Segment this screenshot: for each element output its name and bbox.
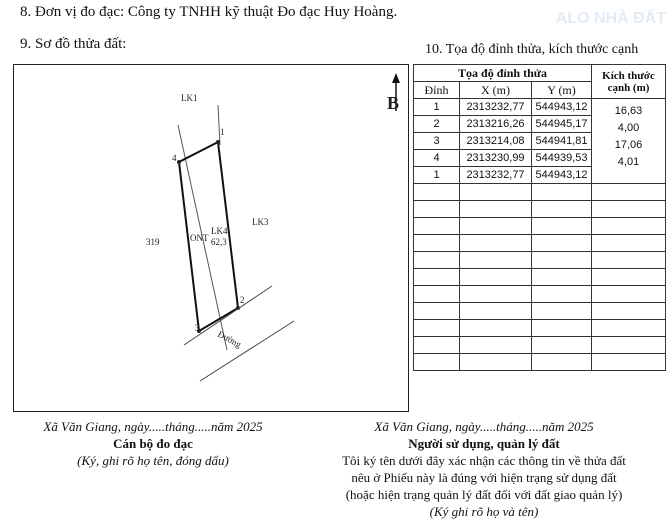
north-arrow-head — [392, 73, 400, 83]
coordinate-table — [413, 64, 666, 371]
parcel-code: ONT — [190, 233, 209, 243]
cell-dinh: 2 — [414, 116, 460, 133]
parcel-lk: LK4 — [211, 226, 228, 236]
parcel-diagram — [13, 64, 409, 412]
road-edge — [200, 321, 294, 381]
neighbor-line — [218, 105, 220, 145]
watermark-logo: ALO NHÀ ĐẤT — [555, 10, 666, 27]
col-x: X (m) — [460, 82, 532, 99]
col-dinh: Đỉnh — [414, 82, 460, 99]
edge-length: 4,00 — [617, 122, 640, 134]
parcel-area: 62,3 — [211, 237, 227, 247]
surveyor-note: (Ký, ghi rõ họ tên, đóng dấu) — [77, 453, 229, 468]
surveyor-line: 8. Đơn vị đo đạc: Công ty TNHH kỹ thuật Đo đạc Huy Hoàng. — [20, 4, 398, 20]
cell-y: 544943,12 — [532, 99, 592, 116]
cell-dinh: 4 — [414, 150, 460, 167]
empty-row — [414, 252, 666, 269]
edge-length: 17,06 — [614, 139, 643, 151]
label-lk1: LK1 — [181, 93, 198, 103]
header-coordinates: Tọa độ đỉnh thửa — [414, 65, 592, 82]
empty-row — [414, 303, 666, 320]
owner-statement-line2: nêu ở Phiếu này là đúng với hiện trạng sử dụng đất — [351, 470, 617, 485]
owner-statement-line1: Tôi ký tên dưới đây xác nhận các thông tin về thửa đất — [342, 453, 626, 468]
vertex-label-4: 4 — [172, 153, 177, 163]
vertex-label-1: 1 — [220, 127, 225, 137]
empty-row — [414, 269, 666, 286]
empty-row — [414, 286, 666, 303]
cell-y: 544939,53 — [532, 150, 592, 167]
vertex-label-3: 3 — [195, 323, 200, 333]
vertex-marker — [177, 160, 181, 164]
cell-x: 2313230,99 — [460, 150, 532, 167]
cell-x: 2313232,77 — [460, 167, 532, 184]
empty-row — [414, 184, 666, 201]
cell-dinh: 1 — [414, 99, 460, 116]
owner-title: Người sử dụng, quản lý đất — [408, 436, 560, 451]
cell-x: 2313214,08 — [460, 133, 532, 150]
label-319: 319 — [146, 237, 160, 247]
edge-length: 4,01 — [617, 156, 640, 168]
surveyor-signature-block — [8, 418, 298, 469]
vertex-marker — [216, 140, 220, 144]
col-y: Y (m) — [532, 82, 592, 99]
empty-row — [414, 337, 666, 354]
surveyor-title: Cán bộ đo đạc — [113, 436, 193, 451]
cell-x: 2313216,26 — [460, 116, 532, 133]
empty-row — [414, 218, 666, 235]
table-row — [414, 99, 666, 116]
surveyor-date: Xã Văn Giang, ngày.....tháng.....năm 2025 — [43, 419, 263, 434]
header-edge-length: Kích thước cạnh (m) — [592, 65, 666, 99]
cell-x: 2313232,77 — [460, 99, 532, 116]
edge-length-cell — [592, 99, 666, 184]
owner-date: Xã Văn Giang, ngày.....tháng.....năm 2025 — [374, 419, 594, 434]
empty-row — [414, 235, 666, 252]
owner-statement-line3: (hoặc hiện trạng quản lý đất đối với đất giao quản lý) — [345, 487, 623, 502]
empty-row — [414, 320, 666, 337]
label-lk3: LK3 — [252, 217, 269, 227]
cell-dinh: 1 — [414, 167, 460, 184]
edge-length: 16,63 — [614, 105, 643, 117]
cell-y: 544945,17 — [532, 116, 592, 133]
cell-y: 544943,12 — [532, 167, 592, 184]
table-caption: 10. Tọa độ đỉnh thửa, kích thước cạnh — [425, 42, 639, 57]
cell-y: 544941,81 — [532, 133, 592, 150]
cell-dinh: 3 — [414, 133, 460, 150]
parcel-diagram-svg — [14, 65, 410, 413]
diagram-heading: 9. Sơ đồ thửa đất: — [20, 36, 127, 52]
north-label: B — [387, 93, 400, 113]
owner-note: (Ký ghi rõ họ và tên) — [429, 504, 539, 519]
owner-signature-block — [300, 418, 668, 520]
vertex-label-2: 2 — [240, 295, 245, 305]
empty-row — [414, 201, 666, 218]
road-label: Đường — [216, 328, 243, 350]
empty-row — [414, 354, 666, 371]
